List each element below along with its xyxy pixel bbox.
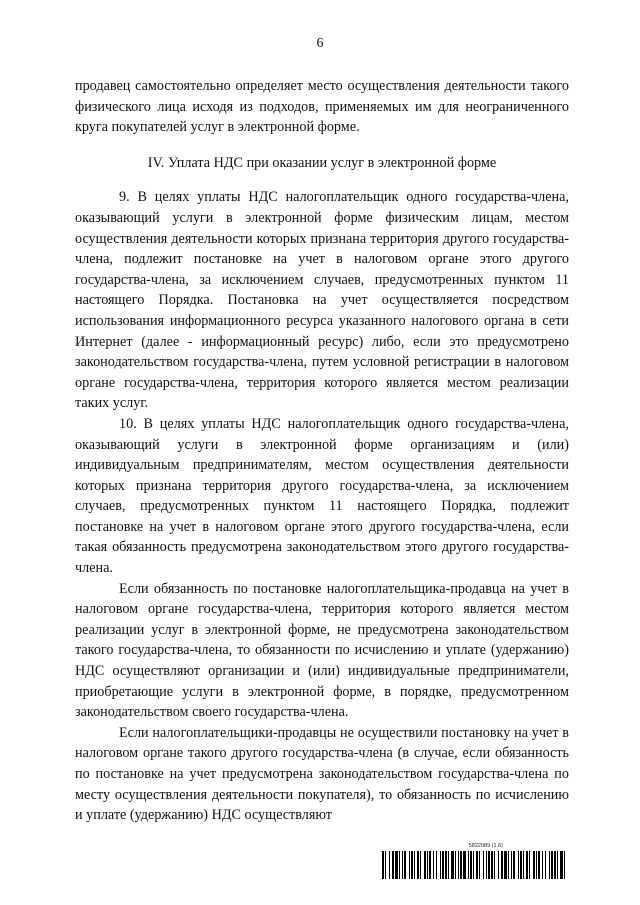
paragraph-item-9: 9. В целях уплаты НДС налогоплательщик одного государства-члена, оказывающий услуги в электронной форме физическим лицам, местом осуществления деятельности которых признана территория другого государства-члена, подлежит постановке на учет в налоговом органе этого другого государства-члена, за исключением случаев, предусмотренных пунктом 11 настоящего Порядка. Постановка на учет осуществляется посредством использования информационного ресурса указанного налогового органа в сети Интернет (далее - информационный ресурс) либо, если это предусмотрено законодательством государства-члена, путем условной регистрации в налоговом органе государства-члена, территория которого является местом реализации таких услуг. (75, 189, 569, 412)
document-body (75, 76, 569, 826)
paragraph-obligation-not-provided: Если обязанность по постановке налогоплательщика-продавца на учет в налоговом органе государства-члена, территория которого является местом реализации услуг в электронной форме, не предусмотрена законодательством такого государства-члена, то обязанности по исчислению и уплате (удержанию) НДС осуществляют организации и (или) индивидуальные предприниматели, приобретающие услуги в электронной форме, в порядке, предусмотренном законодательством своего государства-члена. (75, 580, 569, 721)
page-number: 6 (316, 36, 324, 51)
barcode-icon (382, 851, 567, 879)
section-heading: IV. Уплата НДС при оказании услуг в электронной форме (147, 154, 497, 171)
intro-paragraph: продавец самостоятельно определяет место осуществления деятельности такого физического лица исходя из подходов, применяемых им для неограниченного круга покупателей услуг в электронной форме. (75, 78, 569, 136)
paragraph-item-10: 10. В целях уплаты НДС налогоплательщик одного государства-члена, оказывающий услуги в электронной форме организациям и (или) индивидуальным предпринимателям, местом осуществления деятельности которых признана территория другого государства-члена, за исключением случаев, предусмотренных пунктом 11 настоящего Порядка, подлежит постановке на учет в налоговом органе этого другого государства-члена, если такая обязанность предусмотрена законодательством этого другого государства-члена. (75, 415, 569, 577)
barcode-number: 5822089 (1.6) (468, 843, 503, 849)
paragraph-not-registered: Если налогоплательщики-продавцы не осуществили постановку на учет в налоговом органе такого другого государства-члена (в случае, если обязанность по постановке на учет предусмотрена законодательством государства-члена по месту осуществления деятельности покупателя), то обязанность по исчислению и уплате (удержанию) НДС осуществляют (75, 724, 569, 824)
document-barcode (382, 843, 567, 887)
